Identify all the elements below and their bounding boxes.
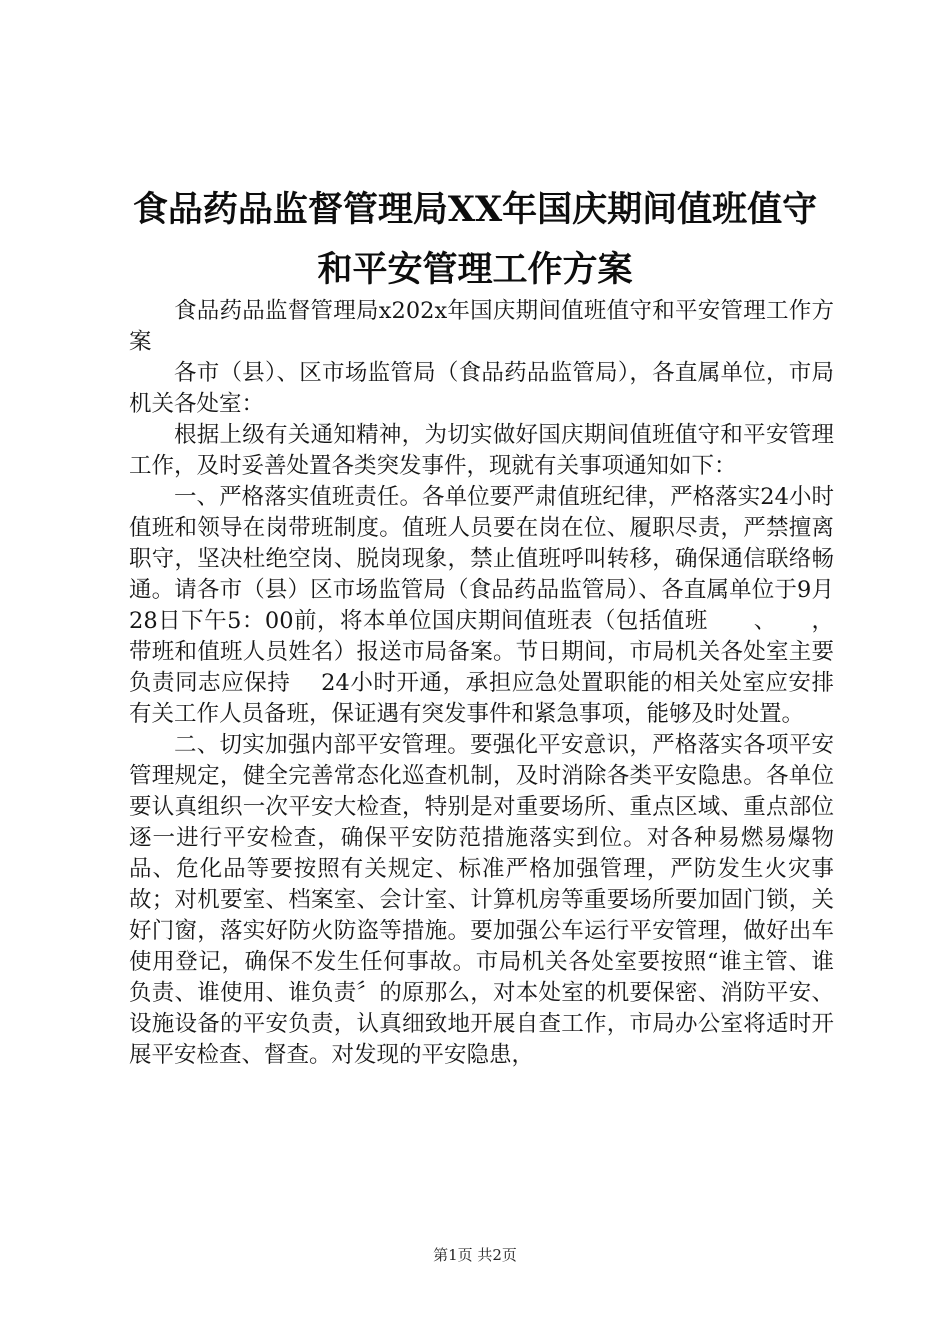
paragraph-intro: 根据上级有关通知精神，为切实做好国庆期间值班值守和平安管理工作，及时妥善处置各类突发事件，现就有关事项通知如下：: [129, 422, 834, 479]
paragraph-section-2: 二、切实加强内部平安管理。要强化平安意识，严格落实各项平安管理规定，健全完善常态化巡查机制，及时消除各类平安隐患。各单位要认真组织一次平安大检查，特别是对重要场所、重点区域、重点部位逐一进行平安检查，确保平安防范措施落实到位。对各种易燃易爆物品、危化品等要按照有关规定、标准严格加强管理，严防发生火灾事故；对机要室、档案室、会计室、计算机房等重要场所要加固门锁，关好门窗，落实好防火防盗等措施。要加强公车运行平安管理，做好出车使用登记，确保不发生任何事故。市局机关各处室要按照“谁主管、谁负责、谁使用、谁负责〞的原那么，对本处室的机要保密、消防平安、设施设备的平安负责，认真细致地开展自查工作，市局办公室将适时开展平安检查、督查。对发现的平安隐患，: [129, 732, 834, 1068]
page-number-footer: 第1页 共2页: [433, 1246, 517, 1264]
document-title-line-1: 食品药品监督管理局XX年国庆期间值班值守: [132, 189, 818, 230]
document-body: [129, 296, 834, 1071]
paragraph-recipients: 各市（县）、区市场监管局（食品药品监管局），各直属单位，市局机关各处室：: [129, 360, 834, 417]
document-title-line-2: 和平安管理工作方案: [317, 249, 633, 290]
paragraph-section-1: 一、严格落实值班责任。各单位要严肃值班纪律，严格落实24小时值班和领导在岗带班制度。值班人员要在岗在位、履职尽责，严禁擅离职守，坚决杜绝空岗、脱岗现象，禁止值班呼叫转移，确保通信联络畅通。请各市（县）区市场监管局（食品药品监管局）、各直属单位于9月28日下午5：00前，将本单位国庆期间值班表（包括值班 、 ，带班和值班人员姓名）报送市局备案。节日期间，市局机关各处室主要负责同志应保持 24小时开通，承担应急处置职能的相关处室应安排有关工作人员备班，保证遇有突发事件和紧急事项，能够及时处置。: [129, 484, 834, 727]
paragraph-heading: 食品药品监督管理局x202x年国庆期间值班值守和平安管理工作方案: [129, 298, 834, 355]
